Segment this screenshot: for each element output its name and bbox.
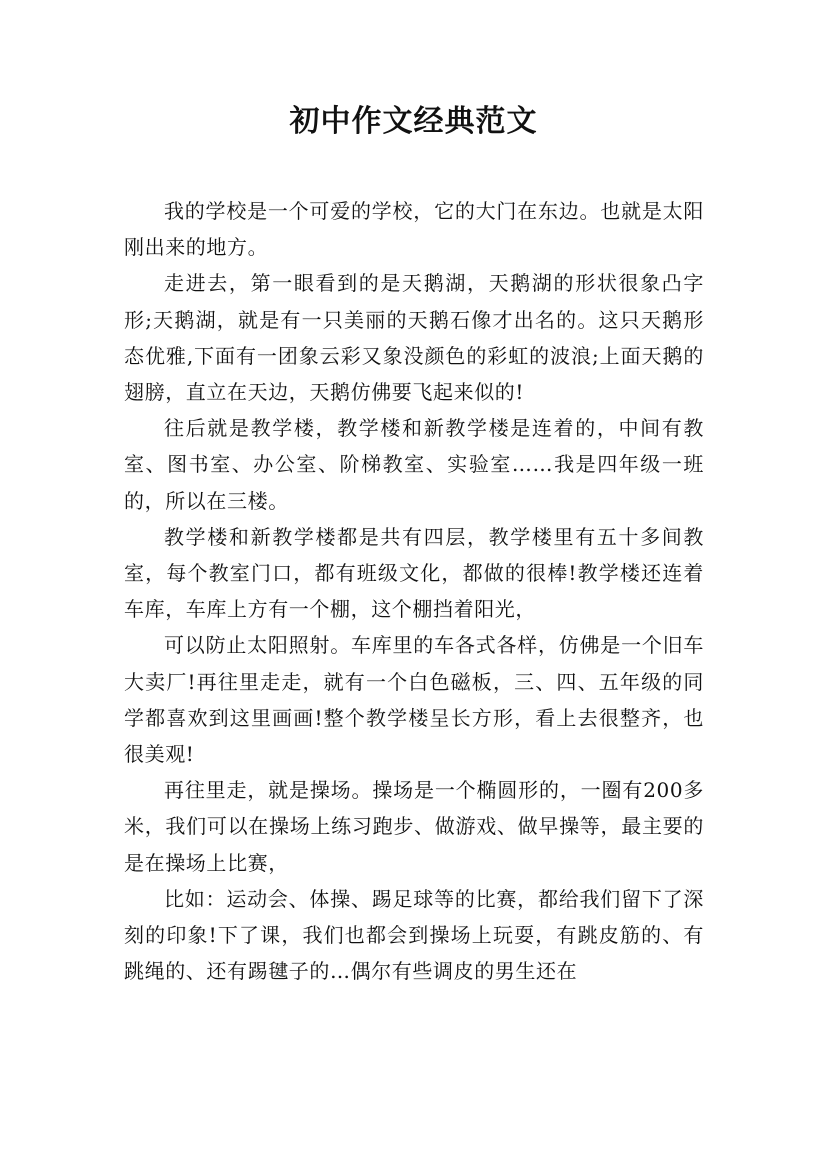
paragraph-6: 再往里走，就是操场。操场是一个椭圆形的，一圈有200多米，我们可以在操场上练习跑步、做游戏、做早操等，最主要的是在操场上比赛， bbox=[124, 778, 704, 875]
paragraph-2: 走进去，第一眼看到的是天鹅湖，天鹅湖的形状很象凸字形;天鹅湖，就是有一只美丽的天鹅石像才出名的。这只天鹅形态优雅,下面有一团象云彩又象没颜色的彩虹的波浪;上面天鹅的翅膀，直立在天边，天鹅仿佛要飞起来似的! bbox=[124, 271, 704, 405]
document-title: 初中作文经典范文 bbox=[289, 104, 538, 139]
document-body bbox=[124, 193, 704, 989]
paragraph-1: 我的学校是一个可爱的学校，它的大门在东边。也就是太阳刚出来的地方。 bbox=[124, 199, 704, 260]
paragraph-7: 比如：运动会、体操、踢足球等的比赛，都给我们留下了深刻的印象!下了课，我们也都会到操场上玩耍，有跳皮筋的、有跳绳的、还有踢毽子的…偶尔有些调皮的男生还在 bbox=[124, 886, 704, 984]
paragraph-5: 可以防止太阳照射。车库里的车各式各样，仿佛是一个旧车大卖厂!再往里走走，就有一个白色磁板，三、四、五年级的同学都喜欢到这里画画!整个教学楼呈长方形，看上去很整齐，也很美观! bbox=[124, 633, 704, 767]
paragraph-4: 教学楼和新教学楼都是共有四层，教学楼里有五十多间教室，每个教室门口，都有班级文化，都做的很棒!教学楼还连着车库，车库上方有一个棚，这个棚挡着阳光， bbox=[124, 524, 704, 622]
paragraph-3: 往后就是教学楼，教学楼和新教学楼是连着的，中间有教室、图书室、办公室、阶梯教室、实验室……我是四年级一班的，所以在三楼。 bbox=[124, 416, 704, 513]
